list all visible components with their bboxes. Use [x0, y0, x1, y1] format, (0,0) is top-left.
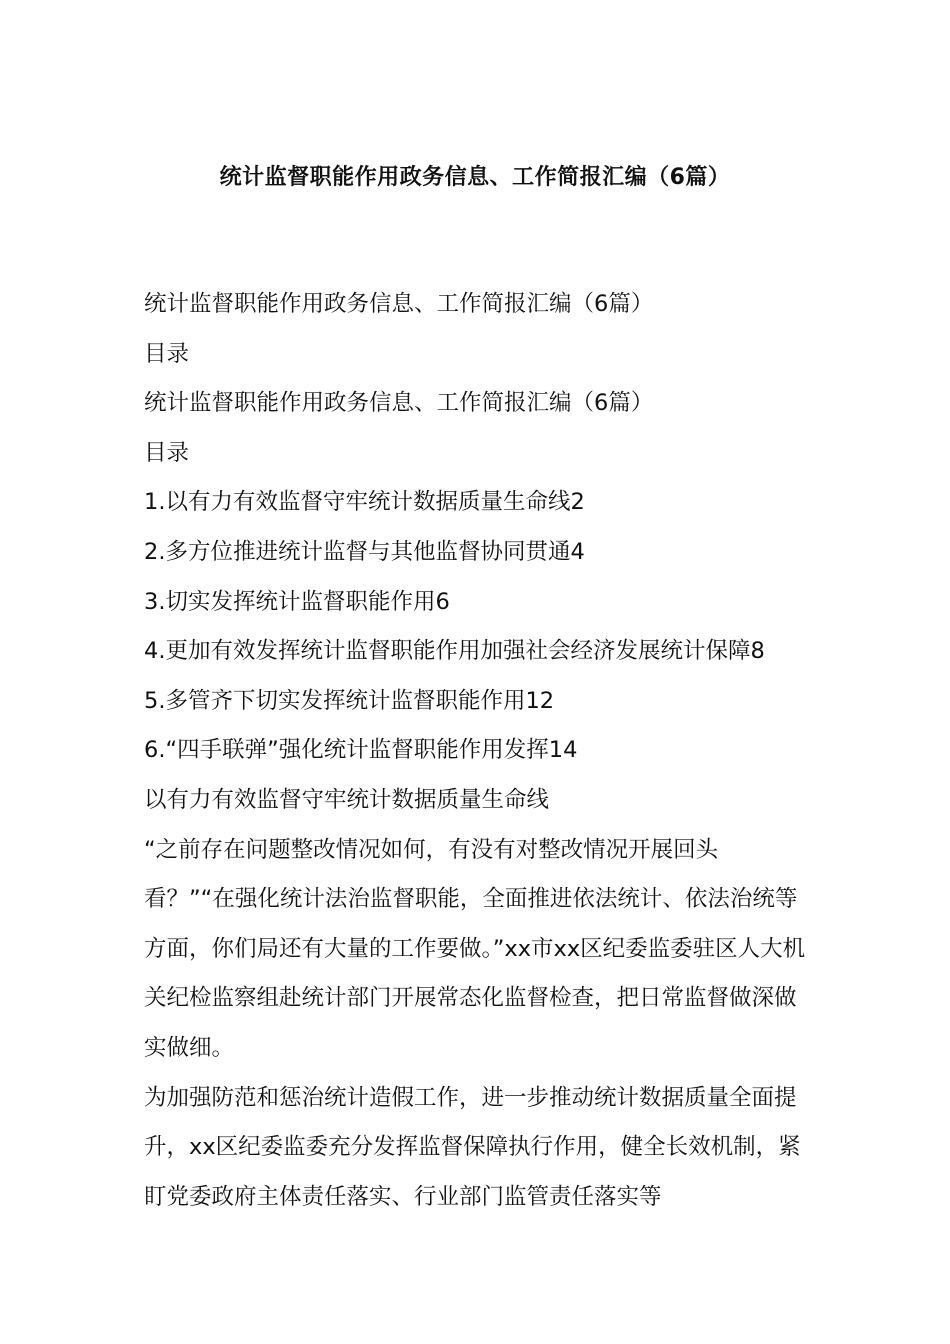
toc-item: 4.更加有效发挥统计监督职能作用加强社会经济发展统计保障8 — [144, 638, 765, 665]
toc-item: 5.多管齐下切实发挥统计监督职能作用12 — [144, 687, 555, 714]
section-heading: 以有力有效监督守牢统计数据质量生命线 — [144, 786, 550, 813]
toc-item: 2.多方位推进统计监督与其他监督协同贯通4 — [144, 538, 585, 565]
body-paragraph: 为加强防范和惩治统计造假工作，进一步推动统计数据质量全面提升，xx区纪委监委充分发挥监督保障执行作用，健全长效机制，紧盯党委政府主体责任落实、行业部门监管责任落实等 — [144, 1084, 801, 1210]
toc-item: 6.“四手联弹”强化统计监督职能作用发挥14 — [144, 737, 578, 764]
document-body — [144, 280, 808, 1222]
toc-label: 目录 — [144, 340, 190, 367]
document-title: 统计监督职能作用政务信息、工作简报汇编（6篇） — [219, 165, 731, 190]
header-repeat: 统计监督职能作用政务信息、工作简报汇编（6篇） — [144, 390, 654, 417]
toc-item: 3.切实发挥统计监督职能作用6 — [144, 588, 450, 615]
body-paragraph: “之前存在问题整改情况如何，有没有对整改情况开展回头看？”“在强化统计法治监督职能，全面推进依法统计、依法治统等方面，你们局还有大量的工作要做。”xx市xx区纪委监委驻区人大机关纪检监察组赴统计部门开展常态化监督检查，把日常监督做深做实做细。 — [144, 836, 806, 1061]
toc-item: 1.以有力有效监督守牢统计数据质量生命线2 — [144, 489, 585, 516]
toc-label: 目录 — [144, 439, 190, 466]
header-repeat: 统计监督职能作用政务信息、工作简报汇编（6篇） — [144, 291, 654, 317]
